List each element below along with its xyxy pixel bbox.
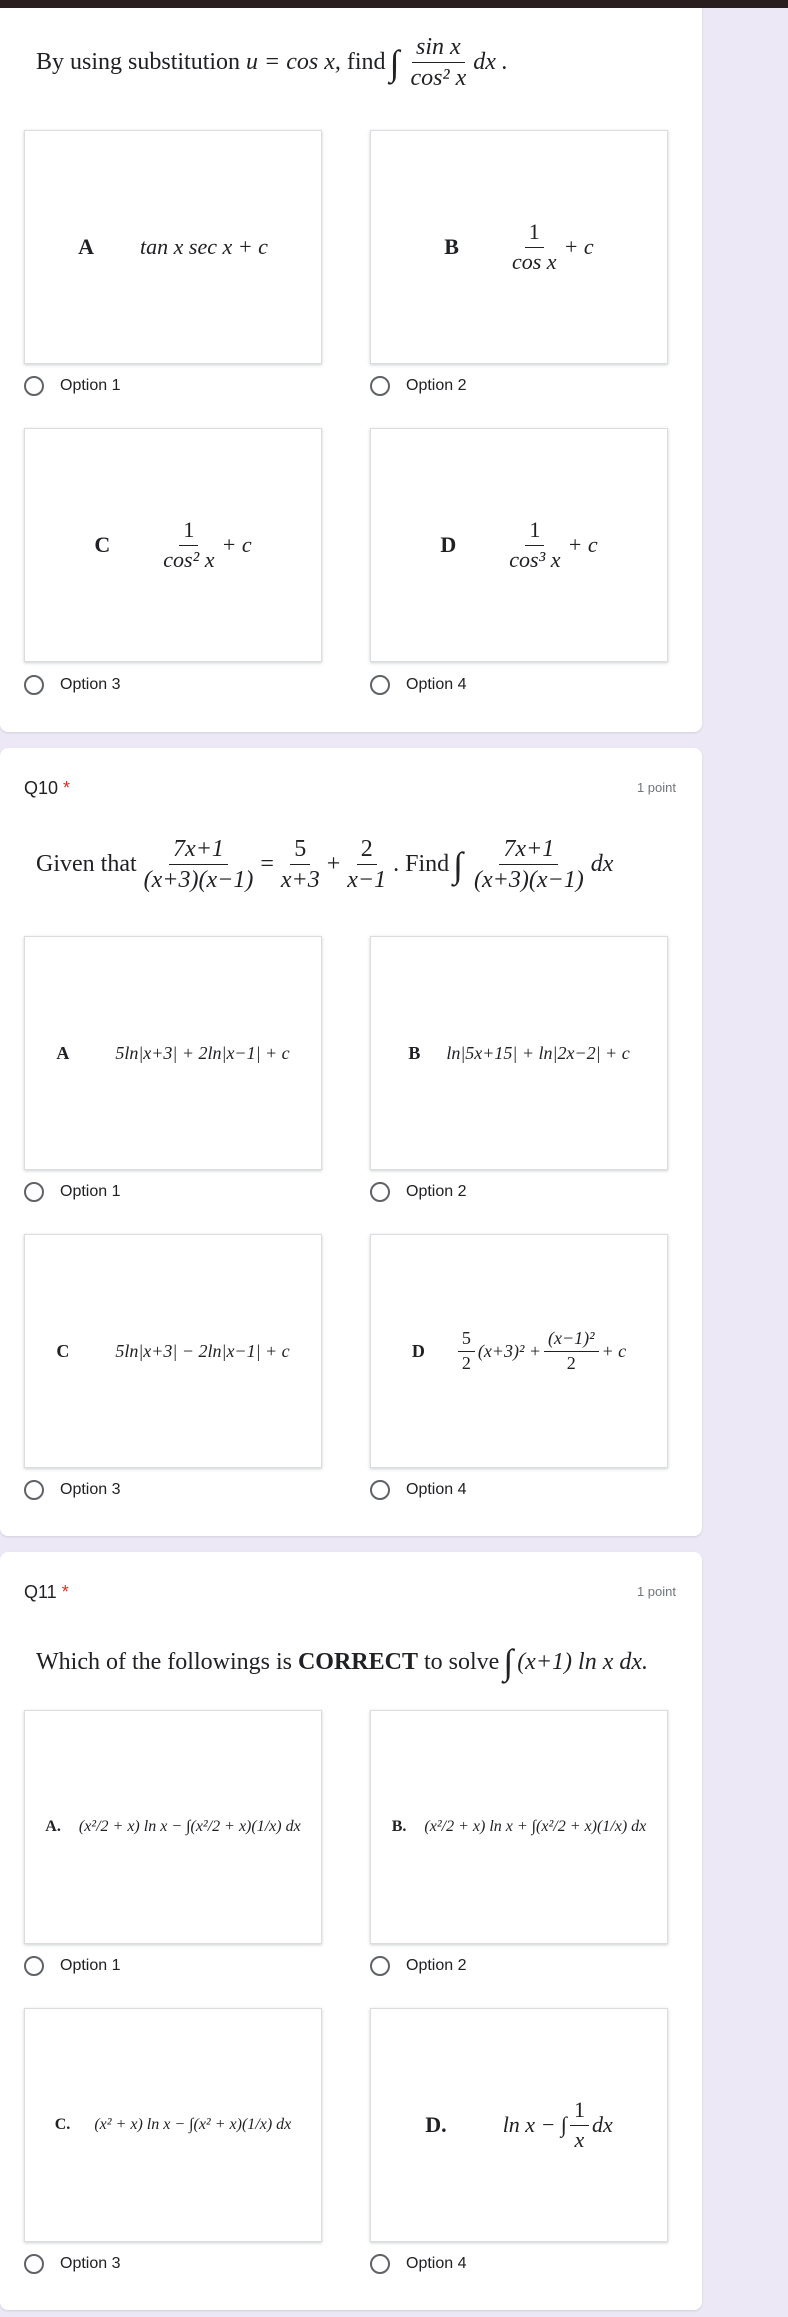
radio-button[interactable] [24, 376, 44, 396]
integral-sign: ∫ [453, 844, 464, 885]
option-letter: D [411, 1340, 425, 1361]
option-expression: tan x sec x + c [140, 234, 268, 259]
option-letter: D [440, 532, 457, 557]
option-label: Option 1 [60, 1183, 121, 1200]
radio-button[interactable] [24, 1182, 44, 1202]
option-letter: B [444, 234, 459, 259]
question-number: Q11 [24, 1582, 57, 1602]
option-radio-1[interactable] [24, 1956, 120, 1976]
option-expression: (x² + x) ln x − ∫(x² + x)(1/x) dx [94, 2116, 292, 2133]
radio-button[interactable] [24, 2254, 44, 2274]
option-fraction-2 [544, 1329, 599, 1374]
option-radio-4[interactable] [370, 1480, 466, 1500]
option-tail: + c [567, 532, 598, 557]
q10-term2-num: 2 [357, 836, 377, 865]
question-points: 1 point [636, 1584, 676, 1599]
option-image-c [24, 428, 322, 662]
q10-dx: dx [590, 851, 614, 878]
option-label: Option 1 [60, 377, 121, 394]
fraction-num: (x−1)² [544, 1329, 599, 1352]
radio-button[interactable] [370, 2254, 390, 2274]
q10-find: . Find [393, 851, 450, 878]
question-points: 1 point [636, 780, 676, 795]
q9-substitution: u = cos x, [246, 49, 341, 76]
option-expression: 5ln|x+3| − 2ln|x−1| + c [115, 1340, 290, 1361]
right-background [702, 8, 788, 2317]
option-label: Option 2 [406, 1957, 467, 1974]
option-image-d [370, 2008, 668, 2242]
fraction-den: cos² x [163, 546, 215, 572]
question-text-q9 [36, 34, 508, 92]
top-bar [0, 0, 788, 8]
option-tail: + c [221, 532, 252, 557]
q10-integrand [470, 836, 588, 894]
question-card-q11 [0, 1552, 702, 2310]
option-label: Option 2 [406, 377, 467, 394]
option-label: Option 3 [60, 1481, 121, 1498]
q9-find: find [346, 49, 386, 76]
fraction-den: cos³ x [509, 546, 561, 572]
option-image-d [370, 1234, 668, 1468]
integral-sign: ∫ [389, 42, 400, 83]
radio-button[interactable] [370, 1182, 390, 1202]
option-radio-2[interactable] [370, 376, 466, 396]
option-radio-1[interactable] [24, 1182, 120, 1202]
q10-given: Given that [36, 851, 137, 878]
option-label: Option 3 [60, 676, 121, 693]
required-asterisk: * [61, 1582, 69, 1602]
option-expression: (x²/2 + x) ln x − ∫(x²/2 + x)(1/x) dx [78, 1818, 301, 1835]
fraction-num: 1 [525, 220, 544, 247]
radio-button[interactable] [24, 1480, 44, 1500]
option-letter: A. [45, 1818, 61, 1835]
question-card-q10 [0, 748, 702, 1536]
q10-equals: = [260, 851, 274, 878]
q10-term1 [277, 836, 324, 894]
question-text-q10 [36, 836, 613, 894]
q11-bold: CORRECT [297, 1648, 418, 1675]
option-label: Option 4 [406, 2255, 467, 2272]
q11-integral: (x+1) ln x dx. [517, 1648, 648, 1675]
option-image-a [24, 1710, 322, 1944]
option-tail: + c [563, 234, 594, 259]
option-fraction [159, 518, 218, 571]
radio-button[interactable] [370, 1956, 390, 1976]
option-image-c [24, 1234, 322, 1468]
q10-plus: + [326, 851, 341, 878]
q9-dx: dx . [473, 49, 508, 76]
radio-button[interactable] [370, 1480, 390, 1500]
question-number: Q10 [24, 778, 59, 798]
option-image-a [24, 936, 322, 1170]
option-letter: C [56, 1340, 70, 1361]
option-expression: ln|5x+15| + ln|2x−2| + c [446, 1042, 630, 1063]
option-image-c [24, 2008, 322, 2242]
option-expression: (x²/2 + x) ln x + ∫(x²/2 + x)(1/x) dx [424, 1818, 647, 1835]
option-label: Option 2 [406, 1183, 467, 1200]
option-label: Option 4 [406, 1481, 467, 1498]
option-prefix: ln x − ∫ [502, 2112, 567, 2137]
q9-integrand-num: sin x [412, 34, 465, 63]
option-label: Option 1 [60, 1957, 121, 1974]
option-image-a [24, 130, 322, 364]
q10-term1-num: 5 [290, 836, 310, 865]
fraction-den: 2 [461, 1352, 471, 1373]
option-radio-2[interactable] [370, 1182, 466, 1202]
option-image-b [370, 936, 668, 1170]
option-fraction [570, 2098, 589, 2151]
q10-lhs [140, 836, 258, 894]
radio-button[interactable] [24, 675, 44, 695]
fraction-den: x [574, 2126, 585, 2152]
fraction-den: 2 [566, 1352, 576, 1373]
integral-sign: ∫ [503, 1642, 514, 1682]
option-image-b [370, 1710, 668, 1944]
q10-term1-den: x+3 [280, 867, 320, 894]
q10-term2 [343, 836, 390, 894]
option-fraction [505, 518, 564, 571]
option-letter: C. [54, 2116, 71, 2133]
option-label: Option 4 [406, 676, 467, 693]
radio-button[interactable] [24, 1956, 44, 1976]
q10-integrand-den: (x+3)(x−1) [474, 867, 584, 894]
option-tail: + c [601, 1340, 627, 1361]
q10-lhs-num: 7x+1 [169, 836, 228, 865]
q10-lhs-den: (x+3)(x−1) [143, 867, 254, 894]
question-card-q9 [0, 8, 702, 732]
option-letter: D. [425, 2112, 447, 2137]
option-letter: B [408, 1042, 421, 1063]
option-radio-4[interactable] [370, 2254, 466, 2274]
option-letter: A [78, 234, 95, 259]
radio-button[interactable] [370, 675, 390, 695]
option-radio-3[interactable] [24, 675, 120, 695]
option-letter: C [94, 532, 111, 557]
fraction-den: cos x [511, 248, 557, 274]
option-letter: A [56, 1042, 70, 1063]
q9-integrand-den: cos² x [410, 65, 467, 92]
fraction-num: 5 [458, 1329, 475, 1352]
option-fraction-1 [458, 1329, 475, 1374]
option-image-b [370, 130, 668, 364]
option-radio-3[interactable] [24, 2254, 120, 2274]
fraction-num: 1 [525, 518, 544, 545]
option-label: Option 3 [60, 2255, 121, 2272]
option-tail: dx [591, 2112, 613, 2137]
radio-button[interactable] [370, 376, 390, 396]
fraction-num: 1 [179, 518, 198, 545]
option-image-d [370, 428, 668, 662]
question-text-q11 [36, 1644, 648, 1680]
option-radio-4[interactable] [370, 675, 466, 695]
q9-integrand [406, 34, 470, 92]
option-radio-3[interactable] [24, 1480, 120, 1500]
option-letter: B. [391, 1818, 407, 1835]
option-expression: 5ln|x+3| + 2ln|x−1| + c [115, 1042, 290, 1063]
q11-text: Which of the followings is [36, 1648, 292, 1675]
option-radio-1[interactable] [24, 376, 120, 396]
option-middle: (x+3)² + [477, 1340, 541, 1361]
required-asterisk: * [63, 778, 71, 798]
q9-intro: By using substitution [36, 49, 241, 76]
q10-integrand-num: 7x+1 [499, 836, 558, 865]
option-fraction [508, 220, 561, 273]
fraction-num: 1 [570, 2098, 589, 2125]
q11-text2: to solve [423, 1648, 500, 1675]
option-radio-2[interactable] [370, 1956, 466, 1976]
question-title-q11 [24, 1582, 69, 1603]
question-title-q10 [24, 778, 70, 799]
q10-term2-den: x−1 [347, 867, 387, 894]
